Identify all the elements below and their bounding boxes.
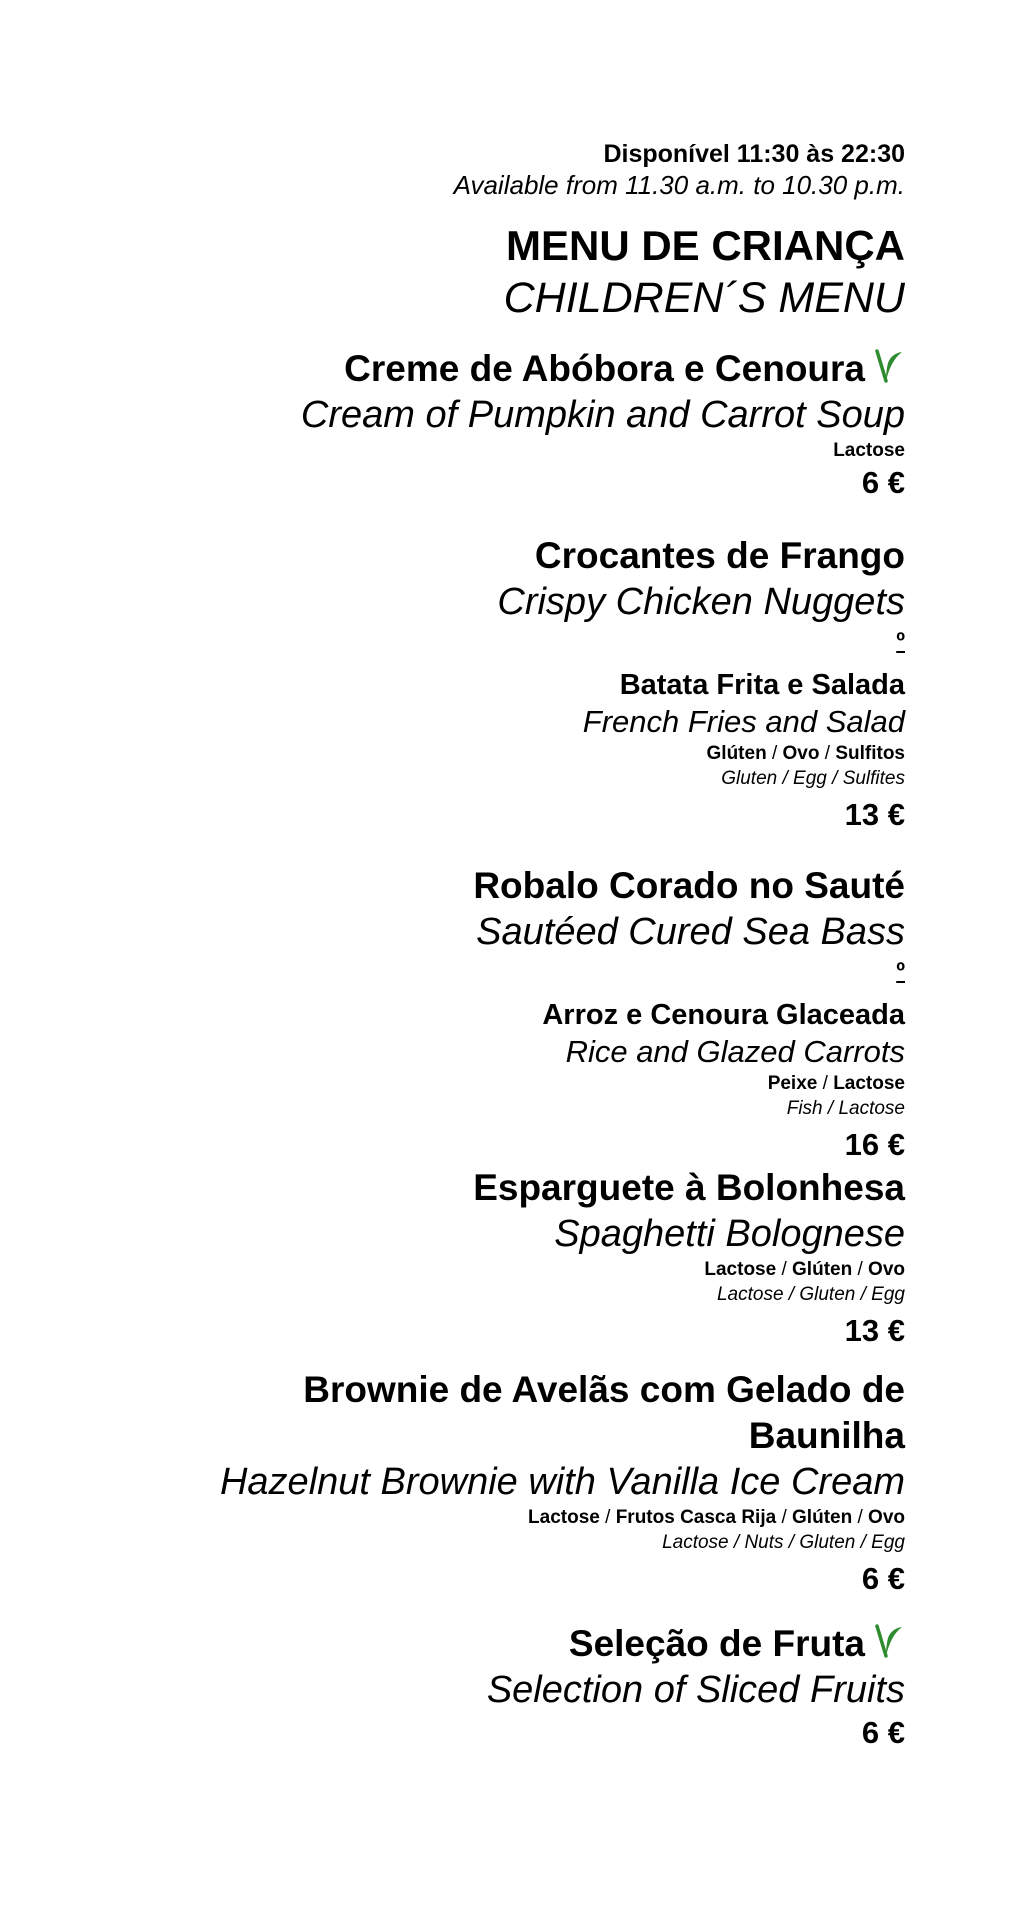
- vegetarian-leaf-icon: [871, 1622, 905, 1660]
- dish-name-pt: Seleção de Fruta: [45, 1621, 905, 1667]
- price: 6 €: [861, 1561, 905, 1596]
- menu-item-brownie: [45, 1367, 905, 1599]
- dish-name-pt: Crocantes de Frango: [534, 535, 905, 576]
- dish-name-pt: Creme de Abóbora e Cenoura: [45, 346, 905, 392]
- menu-title-pt: MENU DE CRIANÇA: [506, 222, 905, 269]
- dish-name-en: Spaghetti Bolognese: [554, 1213, 905, 1255]
- allergens-en: Lactose / Nuts / Gluten / Egg: [662, 1532, 905, 1553]
- side-dish-en: Rice and Glazed Carrots: [565, 1034, 905, 1069]
- allergens-pt: Lactose / Glúten / Ovo: [704, 1259, 905, 1280]
- dish-name-en: Hazelnut Brownie with Vanilla Ice Cream: [219, 1461, 905, 1503]
- dish-name-pt: Brownie de Avelãs com Gelado de Baunilha: [303, 1369, 905, 1456]
- dish-name-en: Cream of Pumpkin and Carrot Soup: [300, 394, 905, 436]
- menu-item-sea-bass: [45, 863, 905, 1165]
- dish-name-pt: Robalo Corado no Sauté: [473, 865, 905, 906]
- side-dish-pt: Batata Frita e Salada: [619, 669, 905, 701]
- dish-name-en: Sautéed Cured Sea Bass: [476, 911, 905, 953]
- menu-column: [45, 138, 905, 1753]
- allergens-pt: Peixe / Lactose: [767, 1073, 905, 1094]
- dish-name-pt: Esparguete à Bolonhesa: [473, 1167, 905, 1208]
- price: 6 €: [861, 465, 905, 500]
- availability-pt: Disponível 11:30 às 22:30: [603, 140, 905, 168]
- menu-title-en: CHILDREN´S MENU: [503, 274, 905, 322]
- menu-item-pumpkin-soup: [45, 346, 905, 503]
- ordinal-mark: º: [896, 628, 905, 655]
- menu-item-fruit-selection: [45, 1621, 905, 1753]
- dish-name-en: Crispy Chicken Nuggets: [497, 581, 905, 623]
- allergens-pt: Lactose / Frutos Casca Rija / Glúten / Ovo: [528, 1507, 905, 1528]
- price: 13 €: [844, 1313, 905, 1348]
- allergens-pt: Glúten / Ovo / Sulfitos: [706, 743, 905, 764]
- allergens-pt: Lactose: [833, 440, 905, 461]
- menu-item-spaghetti: [45, 1165, 905, 1351]
- side-dish-pt: Arroz e Cenoura Glaceada: [542, 999, 905, 1031]
- allergens-en: Gluten / Egg / Sulfites: [721, 768, 905, 789]
- vegetarian-leaf-icon: [871, 347, 905, 385]
- dish-name-en: Selection of Sliced Fruits: [486, 1669, 905, 1711]
- menu-item-chicken-nuggets: [45, 533, 905, 835]
- allergens-en: Fish / Lactose: [786, 1098, 905, 1119]
- price: 16 €: [844, 1127, 905, 1162]
- price: 6 €: [861, 1715, 905, 1750]
- availability-en: Available from 11.30 a.m. to 10.30 p.m.: [453, 170, 905, 200]
- ordinal-mark: º: [896, 958, 905, 985]
- price: 13 €: [844, 797, 905, 832]
- side-dish-en: French Fries and Salad: [582, 704, 905, 739]
- allergens-en: Lactose / Gluten / Egg: [716, 1284, 905, 1305]
